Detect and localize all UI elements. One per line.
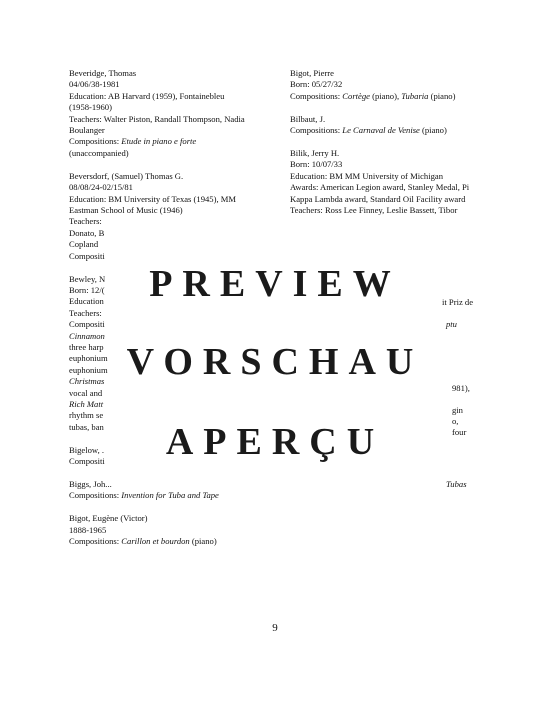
entry-line: Compositi: [69, 456, 105, 467]
entry-line: Biggs, Joh...: [69, 479, 112, 489]
entry-line: 08/08/24-02/15/81: [69, 182, 133, 193]
entry-line: Born: 10/07/33: [290, 159, 343, 170]
clipped-text-fragment: four: [452, 427, 467, 437]
entry-line: Education: AB Harvard (1959), Fontainebleu: [69, 90, 225, 101]
watermark-vorschau: VORSCHAU: [126, 341, 424, 383]
entry-line: (unaccompanied): [69, 147, 129, 158]
entry-line: Teachers: Ross Lee Finney, Leslie Bassett, Tibor: [290, 205, 458, 216]
entry-line: [69, 399, 279, 410]
entry-line: Compositi: [69, 319, 105, 330]
entry-line: euphonium: [69, 364, 108, 375]
entry-line: Compositions: Cortège (piano), Tubaria (piano): [290, 90, 456, 101]
entry-line: Compositions: Invention for Tuba and Tape: [69, 490, 219, 501]
left-entry: [69, 479, 279, 502]
entry-line: Awards: American Legion award, Stanley Medal, Pi: [290, 182, 470, 193]
entry-line: Bewley, N: [69, 273, 106, 284]
entry-line: Compositions: Le Carnaval de Venise (piano): [290, 125, 447, 136]
entry-line: 1888-1965: [69, 524, 107, 535]
entry-line: Teachers:: [69, 216, 102, 227]
entry-line: Compositions: Carillon et bourdon (piano): [69, 536, 217, 547]
entry-line: Bigot, Eugène (Victor): [69, 513, 148, 524]
watermark-preview: PREVIEW: [149, 263, 401, 305]
clipped-text-fragment: ptu: [446, 319, 457, 329]
title-italic: Cortège: [342, 90, 370, 101]
title-italic: Invention for Tuba and Tape: [121, 490, 219, 501]
entry-line: Bigelow, .: [69, 444, 105, 455]
clipped-text-fragment: o,: [452, 416, 459, 426]
entry-line: Bigot, Pierre: [290, 68, 334, 78]
title-italic: Le Carnaval de Venise: [342, 125, 420, 136]
title-italic: Christmas: [69, 376, 105, 387]
entry-line: Beversdorf, (Samuel) Thomas G.: [69, 170, 184, 181]
title-italic: Tubaria: [401, 90, 429, 101]
entry-line: Bilbaut, J.: [290, 113, 326, 124]
clipped-text-fragment: Tubas: [446, 479, 467, 489]
title-italic: Carillon et bourdon: [121, 536, 190, 547]
entry-line: Boulanger: [69, 125, 105, 136]
entry-line: Education: [69, 296, 104, 307]
entry-line: Beveridge, Thomas: [69, 68, 137, 78]
title-italic: Etude in piano e forte: [121, 136, 197, 147]
right-entry: [290, 148, 505, 216]
entry-line: Donato, B: [69, 227, 105, 238]
right-column: [290, 68, 505, 228]
entry-line: Born: 05/27/32: [290, 79, 343, 90]
entry-line: Compositi: [69, 250, 105, 261]
entry-line: rhythm se: [69, 410, 104, 421]
left-entry: [69, 513, 279, 547]
entry-line: Bilik, Jerry H.: [290, 148, 340, 159]
title-italic: Rich Matt: [69, 398, 104, 409]
entry-line: three harp: [69, 341, 104, 352]
entry-line: Compositions: Etude in piano e forte: [69, 136, 197, 147]
right-entry: [290, 114, 505, 137]
left-entry: [69, 68, 279, 159]
entry-line: Education: BM University of Texas (1945), MM: [69, 193, 237, 204]
left-entry: [69, 171, 279, 262]
watermark-apercu: APERÇU: [165, 421, 385, 463]
entry-line: Eastman School of Music (1946): [69, 204, 183, 215]
clipped-text-fragment: 981),: [452, 383, 470, 393]
entry-line: Education: BM MM University of Michigan: [290, 170, 444, 181]
page-number: 9: [272, 622, 278, 634]
entry-line: Copland: [69, 239, 99, 250]
entry-line: 04/06/38-1981: [69, 79, 120, 90]
entry-line: Teachers: Walter Piston, Randall Thompson, Nadia: [69, 113, 245, 124]
entry-line: tubas, ban: [69, 421, 104, 432]
entry-line: Teachers:: [69, 307, 102, 318]
entry-line: vocal and: [69, 387, 103, 398]
entry-line: euphonium: [69, 353, 108, 364]
title-italic: Cinnamon: [69, 330, 105, 341]
entry-line: (1958-1960): [69, 102, 112, 113]
left-column: [69, 68, 279, 559]
clipped-text-fragment: gin: [452, 405, 463, 415]
entry-line: Born: 12/(: [69, 284, 105, 295]
clipped-text-fragment: it Priz de: [442, 297, 474, 307]
right-entry: [290, 68, 505, 102]
entry-line: Kappa Lambda award, Standard Oil Facility award: [290, 193, 466, 204]
